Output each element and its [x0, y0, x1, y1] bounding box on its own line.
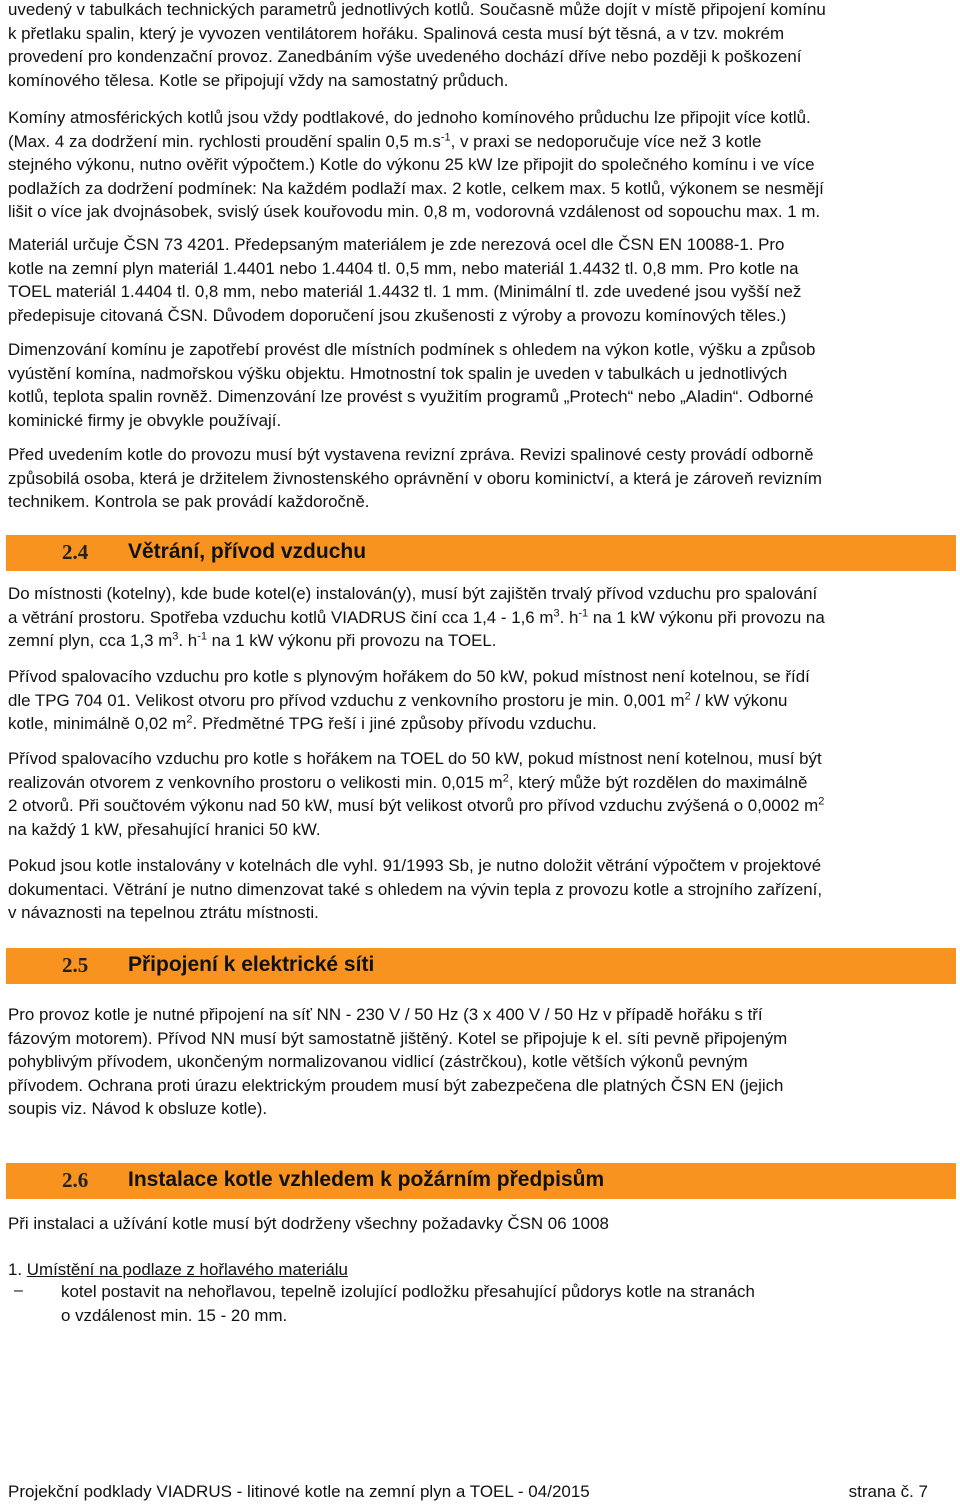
text-line: soupis viz. Návod k obsluze kotle). — [8, 1099, 268, 1118]
electric-paragraph — [8, 1003, 952, 1121]
revision-paragraph — [8, 443, 952, 514]
text-line: v návaznosti na tepelnou ztrátu místnosti. — [8, 903, 319, 922]
toel-supply-paragraph — [8, 747, 952, 841]
text-line: zemní plyn, cca 1,3 $m^3$. $h^{-1}$ na 1 kW výkonu při provozu na TOEL. — [8, 630, 497, 650]
section-title: Instalace kotle vzhledem k požárním předpisům — [128, 1168, 605, 1191]
text-line: Materiál určuje ČSN 73 4201. Předepsaným materiálem je zde nerezová ocel dle ČSN EN 10088-1. Pro — [8, 235, 785, 254]
section-heading-2-4 — [6, 535, 956, 571]
text-line: Dimenzování komínu je zapotřebí provést dle místních podmínek s ohledem na výkon kotle, výšku a způsob — [8, 340, 816, 359]
bullet-dash: – — [14, 1282, 23, 1299]
text-line: kotle, minimálně 0,02 $m^2$. Předmětné TPG řeší i jiné způsoby přívodu vzduchu. — [8, 713, 597, 733]
text-line: kotel postavit na nehořlavou, tepelně izolující podložku přesahující půdorys kotle na stranách — [61, 1282, 755, 1301]
page-footer — [8, 1482, 928, 1502]
text-line: způsobilá osoba, která je držitelem živnostenského oprávnění v oboru kominictví, a která je zároveň revizním — [8, 468, 822, 488]
ventilation-paragraph — [8, 582, 952, 653]
text-line: TOEL materiál 1.4404 tl. 0,8 mm, nebo materiál 1.4432 tl. 1 mm. (Minimální tl. zde uvedené jsou vyšší než — [8, 282, 802, 301]
text-line: fázovým motorem). Přívod NN musí být samostatně jištěný. Kotel se připojuje k el. síti pevně připojeným — [8, 1028, 788, 1048]
text-line: (Max. 4 za dodržení min. rychlosti proudění spalin 0,5 $m.s^{-1}$, v praxi se nedoporučuje více než 3 kotle — [8, 130, 762, 151]
text-line: přívodem. Ochrana proti úrazu elektrickým proudem musí být zabezpečena dle platných ČSN EN (jejich — [8, 1075, 784, 1095]
text-line: lišit o více jak dvojnásobek, svislý úsek kouřovodu min. 0,8 m, vodorovná vzdálenost od sopouchu max. 1 m. — [8, 202, 821, 221]
text-line: Při instalaci a užívání kotle musí být dodrženy všechny požadavky ČSN 06 1008 — [8, 1214, 609, 1233]
text-line: Do místnosti (kotelny), kde bude kotel(e) instalován(y), musí být zajištěn trvalý přívod vzduchu pro spalování — [8, 584, 818, 603]
text-line: 1. Umístění na podlaze z hořlavého materiálu — [8, 1260, 348, 1279]
gas-supply-paragraph — [8, 665, 952, 736]
text-line: 2 otvorů. Při součtovém výkonu nad 50 kW, musí být velikost otvorů pro přívod vzduchu zvýšená o 0,0002 $m^2$ — [8, 795, 825, 815]
text-line: Přívod spalovacího vzduchu pro kotle s hořákem na TOEL do 50 kW, pokud místnost není kotelnou, musí být — [8, 749, 822, 768]
chimney-paragraph — [8, 106, 952, 224]
item-title: Umístění na podlaze z hořlavého materiálu — [26, 1260, 348, 1279]
section-title: Větrání, přívod vzduchu — [128, 540, 367, 563]
text-line: Před uvedením kotle do provozu musí být vystavena revizní zpráva. Revizi spalinové cesty provádí odborně — [8, 445, 814, 464]
text-line: realizován otvorem z venkovního prostoru o velikosti min. 0,015 $m^2$, který může být rozdělen do maximálně — [8, 771, 808, 792]
sizing-paragraph — [8, 338, 952, 432]
text-line: kotlů, teplota spalin rovněž. Dimenzování lze provést s využitím programů „Protech“ nebo „Aladin“. Odborné — [8, 387, 814, 406]
text-line: vyústění komína, nadmořskou výšku objektu. Hmotnostní tok spalin je uveden v tabulkách u jednotlivých — [8, 363, 788, 383]
text-line: kominické firmy je obvykle používají. — [8, 410, 282, 430]
text-line: komínového tělesa. Kotle se připojují vždy na samostatný průduch. — [8, 70, 509, 90]
text-line: předepisuje citovaná ČSN. Důvodem doporučení jsou zkušenosti z výroby a provozu komínových těles.) — [8, 305, 787, 325]
fire-intro — [8, 1212, 952, 1236]
text-line: Pro provoz kotle je nutné připojení na síť NN - 230 V / 50 Hz (3 x 400 V / 50 Hz v případě hořáku s tří — [8, 1005, 763, 1024]
text-line: stejného výkonu, nutno ověřit výpočtem.) Kotle do výkonu 25 kW lze připojit do společného komínu i ve více — [8, 155, 815, 174]
text-line: uvedený v tabulkách technických parametrů jednotlivých kotlů. Současně může dojít v místě připojení komínu — [8, 0, 826, 19]
material-paragraph — [8, 233, 952, 327]
text-line: a větrání prostoru. Spotřeba vzduchu kotlů VIADRUS činí cca 1,4 - 1,6 $m^3$. $h^{-1}$ na 1 kW výkonu při provozu na — [8, 606, 825, 627]
fire-bullet-text — [61, 1280, 952, 1327]
footer-title: Projekční podklady VIADRUS - litinové kotle na zemní plyn a TOEL - 04/2015 — [8, 1482, 590, 1501]
text-line: Komíny atmosférických kotlů jsou vždy podtlakové, do jednoho komínového průduchu lze připojit více kotlů. — [8, 108, 811, 127]
section-number: 2.5 — [62, 953, 89, 977]
decree-paragraph — [8, 854, 952, 925]
text-line: podlažích za dodržení podmínek: Na každém podlaží max. 2 kotle, celkem max. 5 kotlů, výkonem se nesmějí — [8, 178, 824, 198]
section-number: 2.4 — [62, 540, 89, 564]
fire-item-heading — [8, 1258, 952, 1282]
section-title: Připojení k elektrické síti — [128, 953, 375, 976]
text-line: technikem. Kontrola se pak provádí každoročně. — [8, 492, 370, 511]
text-line: k přetlaku spalin, který je vyvozen ventilátorem hořáku. Spalinová cesta musí být těsná, a v tzv. mokrém — [8, 23, 785, 43]
section-heading-2-6 — [6, 1163, 956, 1199]
text-line: dle TPG 704 01. Velikost otvoru pro přívod vzduchu z venkovního prostoru je min. 0,001 $m^2$ / kW výkonu — [8, 689, 788, 710]
text-line: o vzdálenost min. 15 - 20 mm. — [61, 1305, 288, 1325]
section-heading-2-5 — [6, 948, 956, 984]
text-line: Pokud jsou kotle instalovány v kotelnách dle vyhl. 91/1993 Sb, je nutno doložit větrání výpočtem v projektové — [8, 856, 822, 875]
text-line: pohyblivým přívodem, ukončeným normalizovanou vidlicí (zástrčkou), kotle větších výkonů pevným — [8, 1052, 748, 1071]
text-line: provedení pro kondenzační provoz. Zanedbáním výše uvedeného dochází dříve nebo později k poškození — [8, 47, 802, 66]
section-number: 2.6 — [62, 1168, 89, 1192]
intro-paragraph — [8, 0, 952, 92]
text-line: kotle na zemní plyn materiál 1.4401 nebo 1.4404 tl. 0,5 mm, nebo materiál 1.4432 tl. 0,8 mm. Pro kotle na — [8, 258, 799, 278]
text-line: dokumentaci. Větrání je nutno dimenzovat také s ohledem na vývin tepla z provozu kotle a strojního zařízení, — [8, 879, 823, 899]
text-line: na každý 1 kW, přesahující hranici 50 kW. — [8, 819, 321, 839]
text-line: Přívod spalovacího vzduchu pro kotle s plynovým hořákem do 50 kW, pokud místnost není kotelnou, se řídí — [8, 667, 810, 686]
page-number: strana č. 7 — [848, 1482, 928, 1501]
